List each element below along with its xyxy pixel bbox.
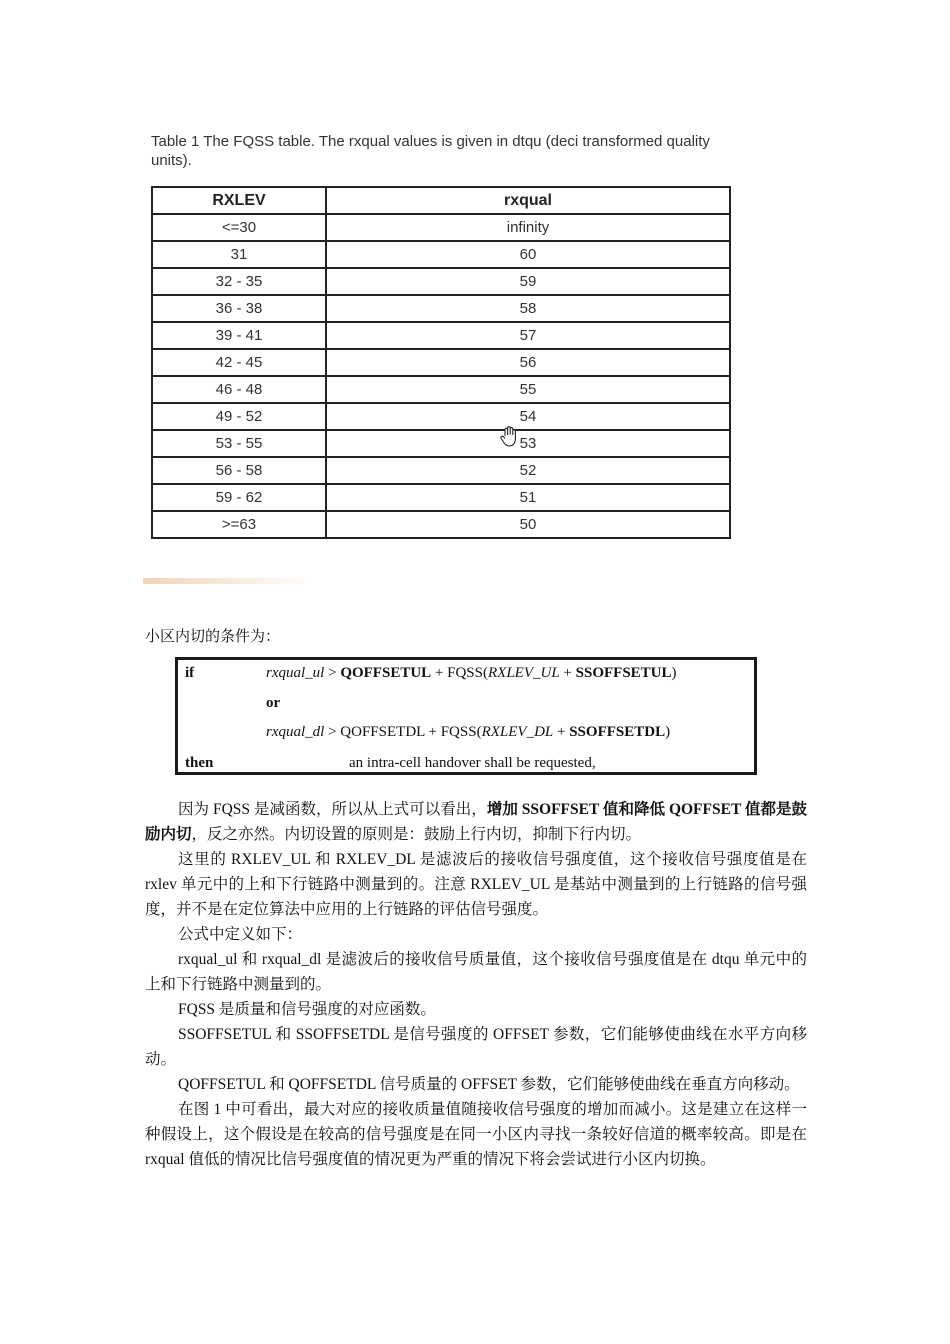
table-row (152, 214, 730, 241)
rxqual-cell: infinity (326, 214, 730, 241)
rxqual-cell: 55 (326, 376, 730, 403)
hand-cursor-icon (499, 426, 519, 448)
rxlev-cell: 39 - 41 (152, 322, 326, 349)
then-text: an intra-cell handover shall be requested, (349, 755, 596, 771)
if-keyword: if (185, 665, 195, 681)
rxlev-cell: 59 - 62 (152, 484, 326, 511)
table-row (152, 484, 730, 511)
rxlev-cell: 56 - 58 (152, 457, 326, 484)
table-row (152, 376, 730, 403)
rxqual-cell: 59 (326, 268, 730, 295)
intro-text: 小区内切的条件为： (145, 629, 281, 645)
rxqual-cell: 52 (326, 457, 730, 484)
rxlev-cell: 31 (152, 241, 326, 268)
rxqual-cell: 56 (326, 349, 730, 376)
paragraph: 公式中定义如下： (178, 926, 303, 943)
paragraph: rxqual_ul 和 rxqual_dl 是滤波后的接收信号质量值，这个接收信号强度值是在 dtqu 单元中的上和下行链路中测量到的。 (145, 951, 807, 993)
rxlev-cell: <=30 (152, 214, 326, 241)
paragraph: QOFFSETUL 和 QOFFSETDL 信号质量的 OFFSET 参数，它们能够使曲线在垂直方向移动。 (178, 1076, 800, 1093)
rxlev-cell: 46 - 48 (152, 376, 326, 403)
fqss-table (151, 186, 731, 539)
paragraph: SSOFFSETUL 和 SSOFFSETDL 是信号强度的 OFFSET 参数，它们能够使曲线在水平方向移动。 (145, 1026, 807, 1068)
or-keyword: or (266, 695, 281, 711)
body-text (145, 797, 807, 1172)
table-row (152, 241, 730, 268)
table-row (152, 457, 730, 484)
handover-condition-box (175, 657, 757, 775)
rxqual-cell: 53 (326, 430, 730, 457)
rxlev-cell: 49 - 52 (152, 403, 326, 430)
paragraph: 因为 FQSS 是减函数，所以从上式可以看出，增加 SSOFFSET 值和降低 QOFFSET 值都是鼓励内切，反之亦然。内切设置的原则是：鼓励上行内切，抑制下行内切。 (145, 801, 807, 843)
fqss-table-figure (143, 126, 743, 586)
rxqual-cell: 50 (326, 511, 730, 538)
header-rxqual: rxqual (326, 187, 730, 214)
figure-shadow (143, 578, 313, 584)
table-row (152, 322, 730, 349)
table-row (152, 511, 730, 538)
header-rxlev: RXLEV (152, 187, 326, 214)
rxlev-cell: 36 - 38 (152, 295, 326, 322)
table-caption: Table 1 The FQSS table. The rxqual values is given in dtqu (deci transformed quality units). (151, 133, 710, 169)
then-keyword: then (185, 755, 214, 771)
table-header-row (152, 187, 730, 214)
rxlev-cell: 32 - 35 (152, 268, 326, 295)
paragraph: 在图 1 中可看出，最大对应的接收质量值随接收信号强度的增加而减小。这是建立在这样一种假设上，这个假设是在较高的信号强度是在同一小区内寻找一条较好信道的概率较高。即是在 rxqual 值低的情况比信号强度值的情况更为严重的情况下将会尝试进行小区内切换。 (145, 1101, 807, 1168)
table-row (152, 295, 730, 322)
paragraph: FQSS 是质量和信号强度的对应函数。 (178, 1001, 436, 1018)
table-row (152, 430, 730, 457)
rxqual-cell: 57 (326, 322, 730, 349)
paragraph: 这里的 RXLEV_UL 和 RXLEV_DL 是滤波后的接收信号强度值，这个接收信号强度值是在 rxlev 单元中的上和下行链路中测量到的。注意 RXLEV_UL 是基站中测量到的上行链路的信号强度，并不是在定位算法中应用的上行链路的评估信号强度。 (145, 851, 807, 918)
rxlev-cell: 42 - 45 (152, 349, 326, 376)
rxqual-cell: 51 (326, 484, 730, 511)
rxqual-cell: 58 (326, 295, 730, 322)
table-row (152, 349, 730, 376)
table-row (152, 268, 730, 295)
table-row (152, 403, 730, 430)
rxlev-cell: >=63 (152, 511, 326, 538)
rxqual-cell: 54 (326, 403, 730, 430)
rxlev-cell: 53 - 55 (152, 430, 326, 457)
condition-line-2: rxqual_dl > QOFFSETDL + FQSS(RXLEV_DL + SSOFFSETDL) (266, 724, 671, 740)
condition-line-1: rxqual_ul > QOFFSETUL + FQSS(RXLEV_UL + SSOFFSETUL) (266, 665, 677, 681)
rxqual-cell: 60 (326, 241, 730, 268)
